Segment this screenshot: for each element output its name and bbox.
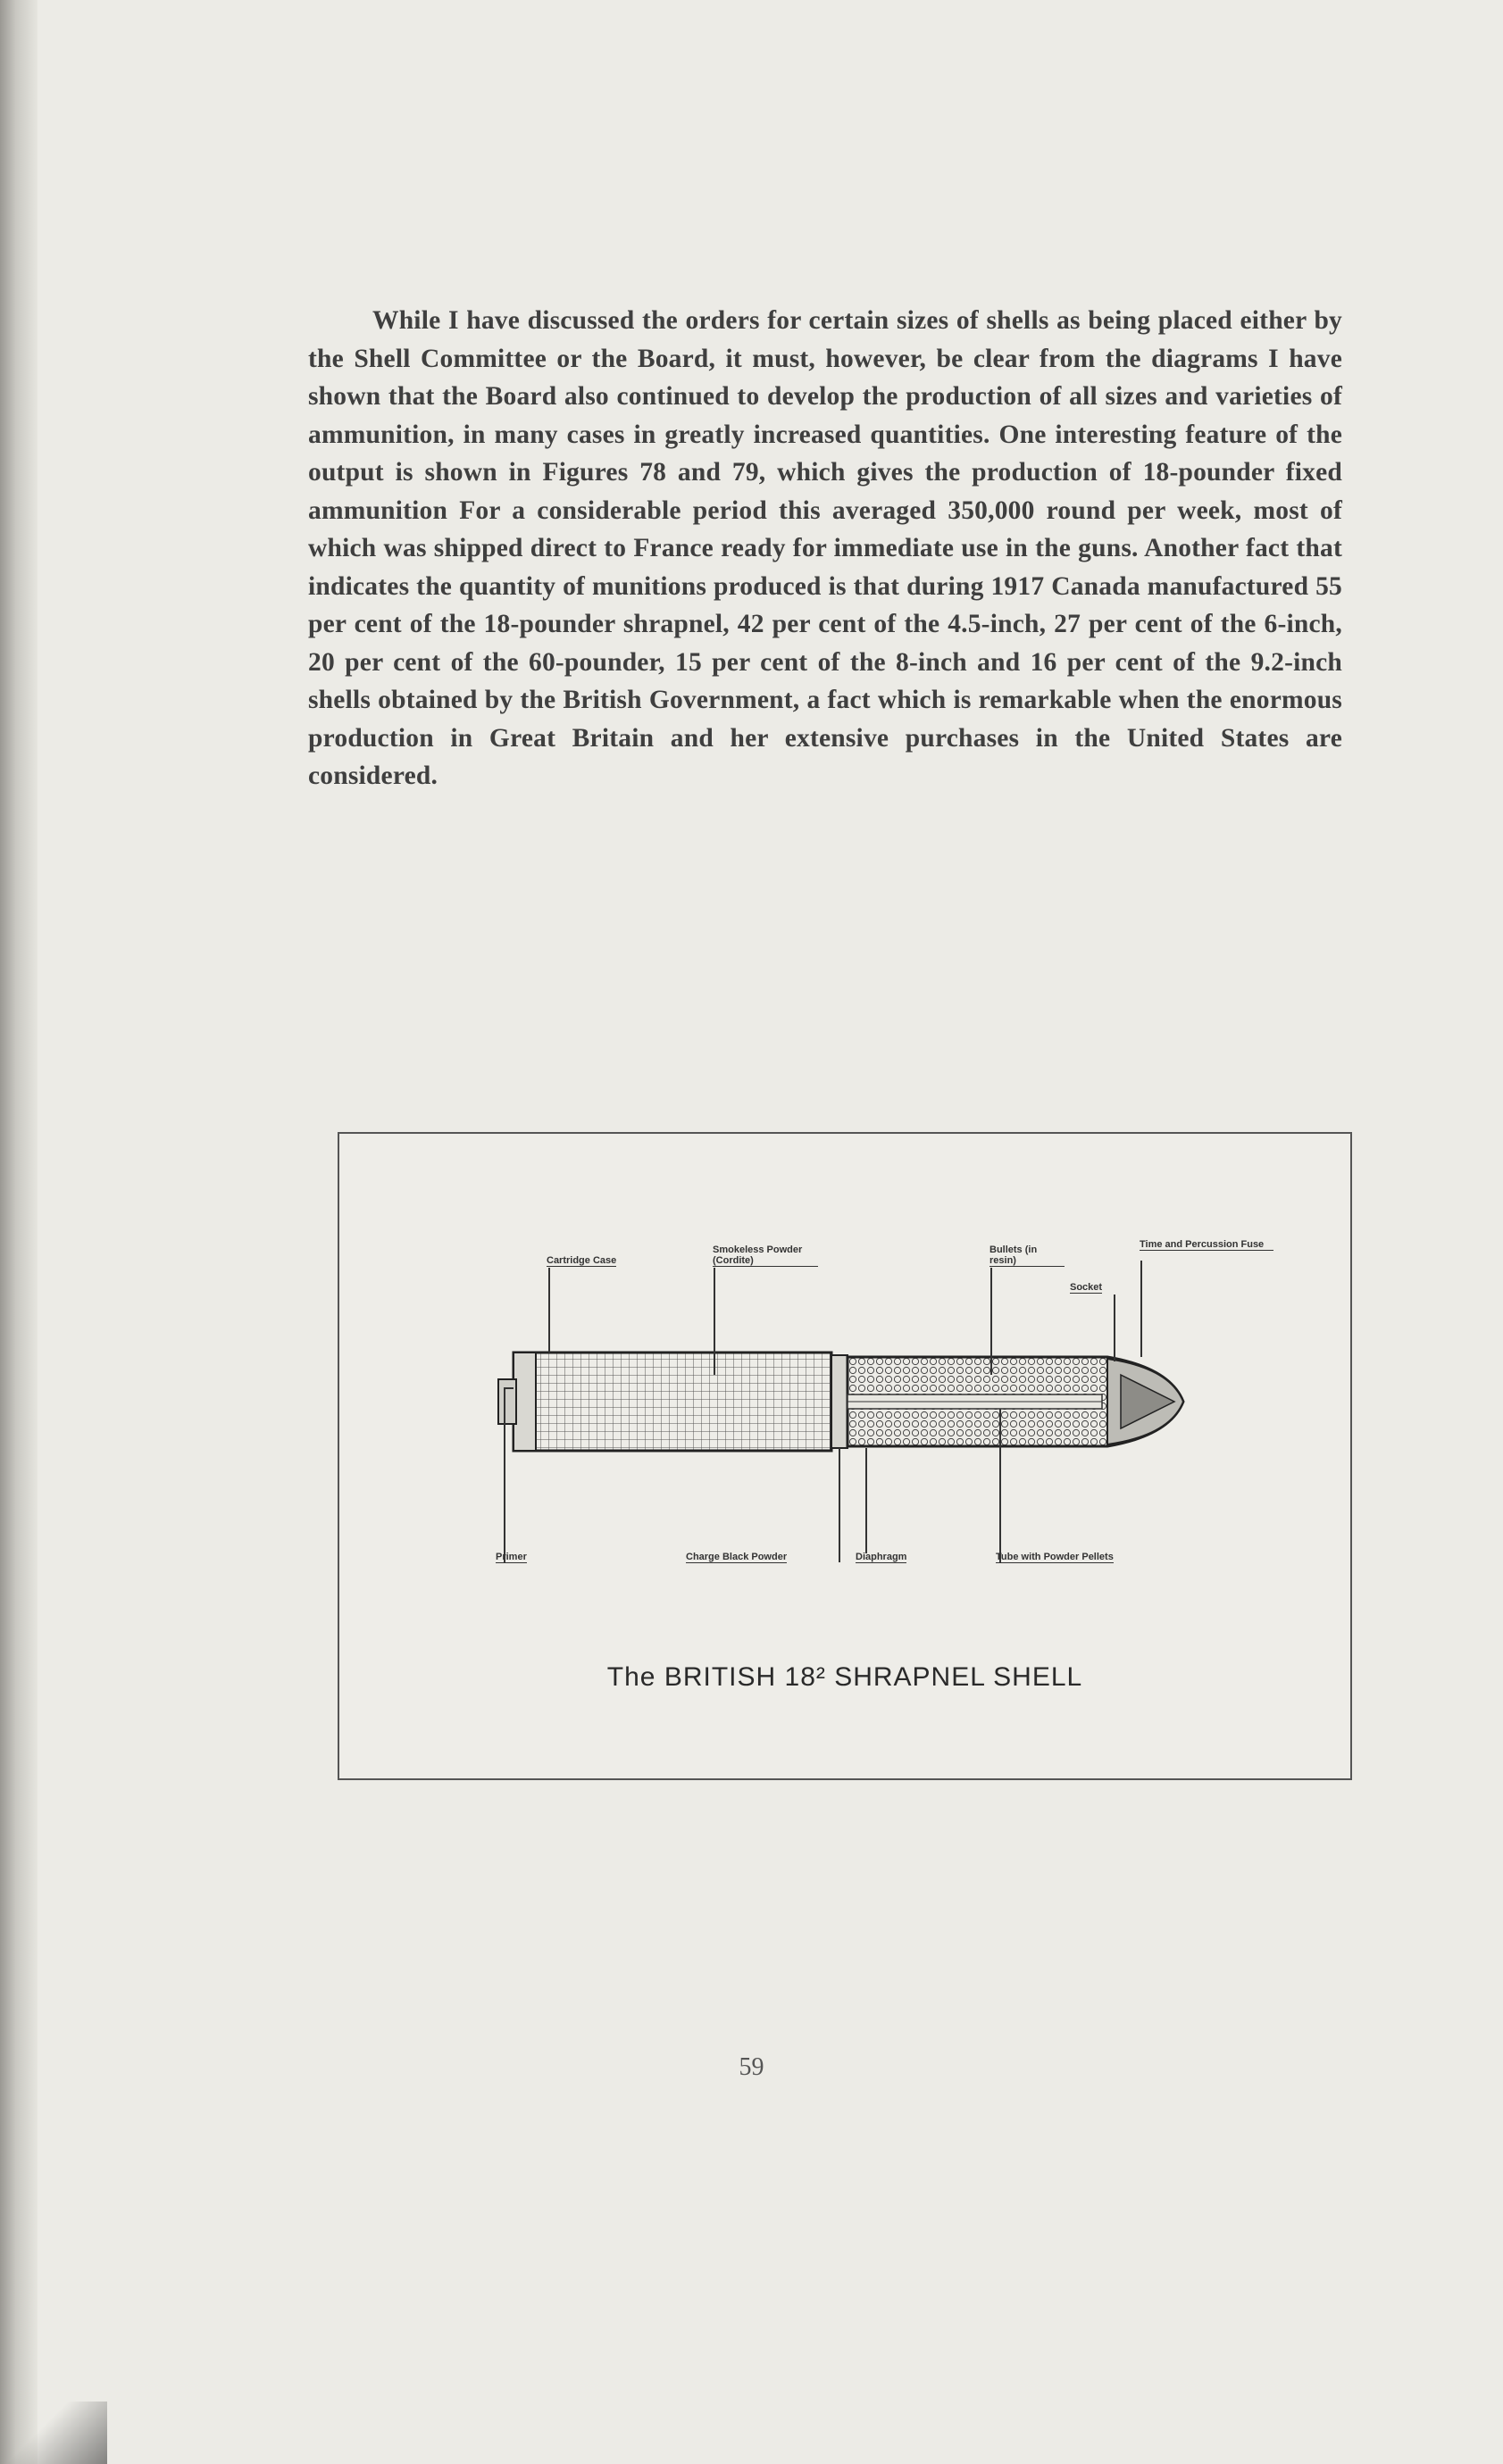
label-diaphragm: Diaphragm bbox=[856, 1552, 907, 1562]
label-socket: Socket bbox=[1070, 1282, 1103, 1293]
body-paragraph: While I have discussed the orders for certain sizes of shells as being placed either by the Shell Committee or the Board, it must, however, be clear from the diagrams I have shown that the Board also continued to develop the production of all sizes and varieties of ammunition, in many cases in greatly increased quantities. One interesting feature of the output is shown in Figures 78 and 79, which gives the production of 18-pounder fixed ammunition For a considerable period this averaged 350,000 round per week, most of which was shipped direct to France ready for immediate use in the guns. Another fact that indicates the quantity of munitions produced is that during 1917 Canada manufactured 55 per cent of the 18-pounder shrapnel, 42 per cent of the 4.5-inch, 27 per cent of the 6-inch, 20 per cent of the 60-pounder, 15 per cent of the 8-inch and 16 per cent of the 9.2-inch shells obtained by the British Government, a fact which is remarkable when the enormous production in Great Britain and her extensive purchases in the United States are considered. bbox=[308, 306, 1342, 790]
label-smokeless-powder: Smokeless Powder (Cordite) bbox=[713, 1244, 818, 1267]
page-spine-shadow bbox=[0, 0, 38, 2464]
page-corner-shadow bbox=[0, 2402, 107, 2464]
label-tube: Tube with Powder Pellets bbox=[996, 1552, 1114, 1562]
label-cartridge-case: Cartridge Case bbox=[547, 1255, 617, 1266]
label-primer: Primer bbox=[496, 1552, 527, 1562]
label-bullets: Bullets (in resin) bbox=[989, 1244, 1065, 1267]
label-black-powder: Charge Black Powder bbox=[686, 1552, 788, 1562]
shell-diagram-figure bbox=[338, 1132, 1352, 1780]
label-fuse: Time and Percussion Fuse bbox=[1140, 1239, 1273, 1251]
figure-caption: The BRITISH 18² SHRAPNEL SHELL bbox=[606, 1662, 1083, 1692]
diaphragm-shape bbox=[831, 1355, 848, 1448]
page-number: 59 bbox=[739, 2053, 764, 2081]
cartridge-case-shape bbox=[498, 1353, 831, 1451]
